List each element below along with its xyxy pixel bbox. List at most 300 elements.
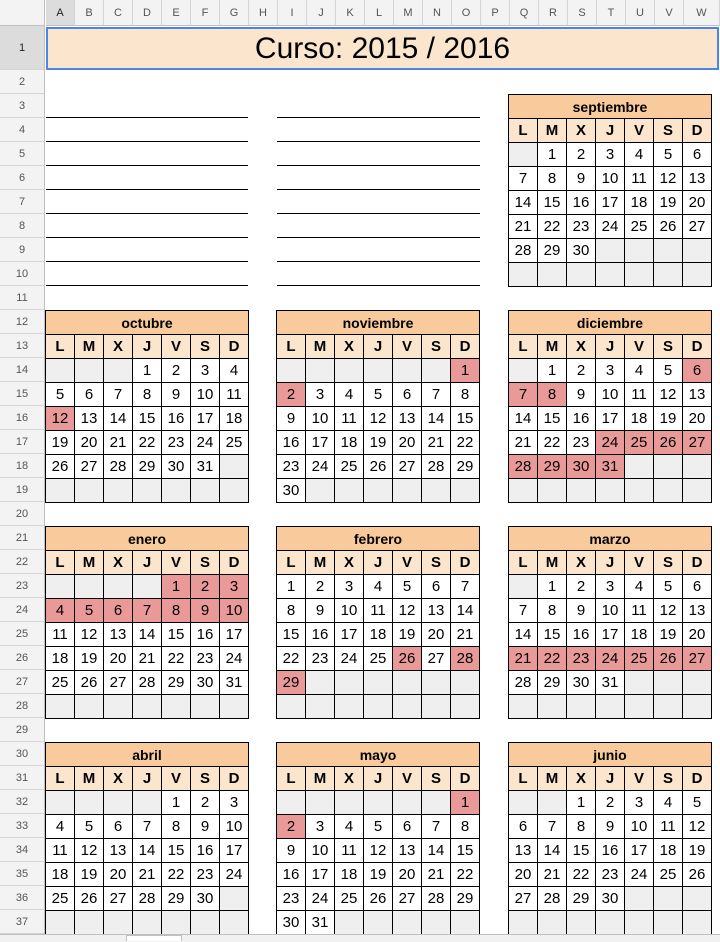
weekday-header[interactable]: M: [74, 550, 104, 575]
empty-cell[interactable]: [392, 670, 422, 695]
day-cell[interactable]: 31: [595, 670, 625, 695]
day-cell[interactable]: 25: [334, 454, 364, 479]
day-cell[interactable]: 18: [624, 190, 654, 215]
month-header-febrero[interactable]: febrero: [276, 526, 480, 551]
empty-cell[interactable]: [334, 670, 364, 695]
day-cell[interactable]: 17: [334, 622, 364, 647]
day-cell[interactable]: 17: [595, 406, 625, 431]
row-header-3[interactable]: 3: [0, 94, 45, 118]
weekday-header[interactable]: J: [595, 334, 625, 359]
empty-cell[interactable]: [566, 262, 596, 287]
empty-cell[interactable]: [363, 790, 393, 815]
empty-cell[interactable]: [363, 910, 393, 935]
day-cell[interactable]: 28: [508, 670, 538, 695]
day-cell[interactable]: 3: [595, 142, 625, 167]
empty-cell[interactable]: [537, 910, 567, 935]
empty-cell[interactable]: [624, 886, 654, 911]
weekday-header[interactable]: M: [537, 118, 567, 143]
weekday-header[interactable]: X: [566, 550, 596, 575]
empty-cell[interactable]: [421, 910, 451, 935]
column-header-d[interactable]: D: [133, 0, 162, 26]
day-cell[interactable]: 17: [190, 406, 220, 431]
column-header-r[interactable]: R: [539, 0, 568, 26]
row-header-6[interactable]: 6: [0, 166, 45, 190]
day-cell[interactable]: 6: [74, 382, 104, 407]
day-cell[interactable]: 22: [161, 862, 191, 887]
row-header-27[interactable]: 27: [0, 670, 45, 694]
day-cell[interactable]: 7: [132, 814, 162, 839]
empty-cell[interactable]: [363, 670, 393, 695]
day-cell[interactable]: 3: [624, 790, 654, 815]
day-cell[interactable]: 20: [103, 646, 133, 671]
month-header-abril[interactable]: abril: [45, 742, 249, 767]
weekday-header[interactable]: M: [305, 334, 335, 359]
row-header-20[interactable]: 20: [0, 502, 45, 526]
day-cell[interactable]: 27: [392, 454, 422, 479]
day-cell[interactable]: 6: [421, 574, 451, 599]
day-cell[interactable]: 2: [161, 358, 191, 383]
day-cell[interactable]: 28: [508, 238, 538, 263]
day-cell[interactable]: 6: [392, 382, 422, 407]
row-header-34[interactable]: 34: [0, 838, 45, 862]
day-cell[interactable]: 26: [653, 646, 683, 671]
day-cell[interactable]: 26: [682, 862, 712, 887]
day-cell[interactable]: 3: [219, 790, 249, 815]
weekday-header[interactable]: M: [74, 766, 104, 791]
day-cell[interactable]: 25: [363, 646, 393, 671]
weekday-header[interactable]: J: [595, 550, 625, 575]
day-cell[interactable]: 5: [74, 598, 104, 623]
weekday-header[interactable]: V: [624, 550, 654, 575]
day-cell[interactable]: 8: [537, 598, 567, 623]
empty-cell[interactable]: [132, 478, 162, 503]
empty-cell[interactable]: [103, 478, 133, 503]
empty-cell[interactable]: [305, 478, 335, 503]
column-header-b[interactable]: B: [75, 0, 104, 26]
day-cell[interactable]: 9: [566, 598, 596, 623]
day-cell[interactable]: 11: [624, 382, 654, 407]
day-cell[interactable]: 9: [161, 382, 191, 407]
empty-cell[interactable]: [624, 910, 654, 935]
day-cell[interactable]: 25: [219, 430, 249, 455]
day-cell[interactable]: 27: [103, 886, 133, 911]
day-cell[interactable]: 16: [566, 190, 596, 215]
day-cell[interactable]: 25: [624, 214, 654, 239]
empty-cell[interactable]: [276, 358, 306, 383]
empty-cell[interactable]: [161, 694, 191, 719]
empty-cell[interactable]: [103, 694, 133, 719]
day-cell[interactable]: 4: [624, 574, 654, 599]
day-cell[interactable]: 15: [537, 190, 567, 215]
day-cell[interactable]: 31: [305, 910, 335, 935]
empty-cell[interactable]: [74, 574, 104, 599]
day-cell[interactable]: 28: [421, 886, 451, 911]
weekday-header[interactable]: S: [421, 334, 451, 359]
day-cell[interactable]: 26: [45, 454, 75, 479]
day-cell[interactable]: 1: [537, 142, 567, 167]
day-cell[interactable]: 24: [595, 214, 625, 239]
day-cell[interactable]: 28: [132, 886, 162, 911]
column-header-l[interactable]: L: [365, 0, 394, 26]
day-cell[interactable]: 22: [450, 430, 480, 455]
day-cell[interactable]: 28: [508, 454, 538, 479]
weekday-header[interactable]: S: [190, 334, 220, 359]
day-cell[interactable]: 27: [74, 454, 104, 479]
day-cell[interactable]: 21: [421, 862, 451, 887]
empty-cell[interactable]: [132, 694, 162, 719]
day-cell[interactable]: 4: [334, 382, 364, 407]
day-cell[interactable]: 8: [537, 382, 567, 407]
weekday-header[interactable]: M: [537, 334, 567, 359]
day-cell[interactable]: 28: [421, 454, 451, 479]
day-cell[interactable]: 2: [276, 382, 306, 407]
empty-cell[interactable]: [276, 790, 306, 815]
page-title[interactable]: Curso: 2015 / 2016: [46, 27, 719, 70]
day-cell[interactable]: 17: [624, 838, 654, 863]
empty-cell[interactable]: [219, 454, 249, 479]
day-cell[interactable]: 2: [595, 790, 625, 815]
day-cell[interactable]: 8: [132, 382, 162, 407]
day-cell[interactable]: 25: [334, 886, 364, 911]
empty-cell[interactable]: [624, 238, 654, 263]
day-cell[interactable]: 11: [45, 622, 75, 647]
day-cell[interactable]: 19: [74, 862, 104, 887]
day-cell[interactable]: 23: [566, 214, 596, 239]
empty-cell[interactable]: [219, 910, 249, 935]
empty-cell[interactable]: [624, 670, 654, 695]
empty-cell[interactable]: [45, 574, 75, 599]
day-cell[interactable]: 14: [450, 598, 480, 623]
day-cell[interactable]: 27: [508, 886, 538, 911]
day-cell[interactable]: 11: [363, 598, 393, 623]
empty-cell[interactable]: [421, 670, 451, 695]
day-cell[interactable]: 13: [682, 382, 712, 407]
day-cell[interactable]: 4: [653, 790, 683, 815]
day-cell[interactable]: 6: [682, 358, 712, 383]
day-cell[interactable]: 2: [566, 142, 596, 167]
weekday-header[interactable]: X: [566, 766, 596, 791]
empty-cell[interactable]: [537, 694, 567, 719]
weekday-header[interactable]: V: [392, 334, 422, 359]
empty-cell[interactable]: [682, 454, 712, 479]
weekday-header[interactable]: J: [363, 766, 393, 791]
day-cell[interactable]: 8: [566, 814, 596, 839]
day-cell[interactable]: 16: [190, 622, 220, 647]
weekday-header[interactable]: S: [421, 766, 451, 791]
row-header-2[interactable]: 2: [0, 70, 45, 94]
empty-cell[interactable]: [74, 910, 104, 935]
day-cell[interactable]: 28: [450, 646, 480, 671]
day-cell[interactable]: 25: [653, 862, 683, 887]
day-cell[interactable]: 12: [653, 382, 683, 407]
day-cell[interactable]: 7: [508, 166, 538, 191]
day-cell[interactable]: 12: [363, 838, 393, 863]
day-cell[interactable]: 19: [653, 622, 683, 647]
day-cell[interactable]: 29: [450, 886, 480, 911]
weekday-header[interactable]: D: [219, 334, 249, 359]
day-cell[interactable]: 19: [45, 430, 75, 455]
empty-cell[interactable]: [103, 358, 133, 383]
row-header-18[interactable]: 18: [0, 454, 45, 478]
day-cell[interactable]: 22: [161, 646, 191, 671]
day-cell[interactable]: 30: [190, 886, 220, 911]
empty-cell[interactable]: [161, 910, 191, 935]
day-cell[interactable]: 21: [508, 214, 538, 239]
empty-cell[interactable]: [276, 694, 306, 719]
column-header-s[interactable]: S: [568, 0, 597, 26]
day-cell[interactable]: 30: [595, 886, 625, 911]
day-cell[interactable]: 11: [45, 838, 75, 863]
day-cell[interactable]: 15: [132, 406, 162, 431]
weekday-header[interactable]: L: [45, 334, 75, 359]
row-header-32[interactable]: 32: [0, 790, 45, 814]
empty-cell[interactable]: [450, 670, 480, 695]
day-cell[interactable]: 26: [74, 886, 104, 911]
day-cell[interactable]: 17: [219, 622, 249, 647]
day-cell[interactable]: 7: [537, 814, 567, 839]
day-cell[interactable]: 8: [276, 598, 306, 623]
day-cell[interactable]: 13: [103, 838, 133, 863]
row-header-19[interactable]: 19: [0, 478, 45, 502]
day-cell[interactable]: 7: [132, 598, 162, 623]
day-cell[interactable]: 9: [190, 814, 220, 839]
day-cell[interactable]: 15: [276, 622, 306, 647]
day-cell[interactable]: 13: [682, 598, 712, 623]
day-cell[interactable]: 5: [653, 574, 683, 599]
month-header-marzo[interactable]: marzo: [508, 526, 712, 551]
day-cell[interactable]: 15: [161, 622, 191, 647]
column-header-e[interactable]: E: [162, 0, 191, 26]
empty-cell[interactable]: [45, 694, 75, 719]
day-cell[interactable]: 31: [219, 670, 249, 695]
day-cell[interactable]: 10: [595, 166, 625, 191]
day-cell[interactable]: 24: [190, 430, 220, 455]
empty-cell[interactable]: [653, 454, 683, 479]
day-cell[interactable]: 12: [363, 406, 393, 431]
day-cell[interactable]: 18: [219, 406, 249, 431]
day-cell[interactable]: 11: [219, 382, 249, 407]
empty-cell[interactable]: [190, 910, 220, 935]
weekday-header[interactable]: V: [161, 550, 191, 575]
month-header-octubre[interactable]: octubre: [45, 310, 249, 335]
day-cell[interactable]: 11: [334, 838, 364, 863]
day-cell[interactable]: 11: [624, 166, 654, 191]
day-cell[interactable]: 5: [363, 382, 393, 407]
day-cell[interactable]: 5: [682, 790, 712, 815]
day-cell[interactable]: 27: [682, 646, 712, 671]
day-cell[interactable]: 5: [45, 382, 75, 407]
row-header-8[interactable]: 8: [0, 214, 45, 238]
column-header-w[interactable]: W: [684, 0, 720, 26]
day-cell[interactable]: 12: [392, 598, 422, 623]
day-cell[interactable]: 28: [132, 670, 162, 695]
column-header-n[interactable]: N: [423, 0, 452, 26]
day-cell[interactable]: 1: [450, 358, 480, 383]
row-header-7[interactable]: 7: [0, 190, 45, 214]
empty-cell[interactable]: [421, 478, 451, 503]
day-cell[interactable]: 30: [566, 670, 596, 695]
day-cell[interactable]: 2: [566, 574, 596, 599]
empty-cell[interactable]: [653, 886, 683, 911]
row-header-23[interactable]: 23: [0, 574, 45, 598]
weekday-header[interactable]: D: [450, 550, 480, 575]
empty-cell[interactable]: [334, 478, 364, 503]
day-cell[interactable]: 22: [132, 430, 162, 455]
day-cell[interactable]: 19: [363, 862, 393, 887]
empty-cell[interactable]: [450, 478, 480, 503]
day-cell[interactable]: 22: [537, 430, 567, 455]
day-cell[interactable]: 29: [537, 454, 567, 479]
day-cell[interactable]: 13: [392, 406, 422, 431]
empty-cell[interactable]: [682, 262, 712, 287]
empty-cell[interactable]: [537, 262, 567, 287]
empty-cell[interactable]: [508, 694, 538, 719]
day-cell[interactable]: 24: [624, 862, 654, 887]
weekday-header[interactable]: L: [276, 766, 306, 791]
row-header-5[interactable]: 5: [0, 142, 45, 166]
weekday-header[interactable]: D: [450, 766, 480, 791]
empty-cell[interactable]: [334, 790, 364, 815]
day-cell[interactable]: 18: [334, 430, 364, 455]
weekday-header[interactable]: D: [682, 334, 712, 359]
day-cell[interactable]: 20: [74, 430, 104, 455]
day-cell[interactable]: 26: [392, 646, 422, 671]
empty-cell[interactable]: [508, 142, 538, 167]
day-cell[interactable]: 19: [653, 406, 683, 431]
day-cell[interactable]: 20: [103, 862, 133, 887]
day-cell[interactable]: 13: [508, 838, 538, 863]
empty-cell[interactable]: [392, 478, 422, 503]
empty-cell[interactable]: [334, 694, 364, 719]
weekday-header[interactable]: V: [161, 334, 191, 359]
day-cell[interactable]: 7: [508, 382, 538, 407]
month-header-junio[interactable]: junio: [508, 742, 712, 767]
weekday-header[interactable]: L: [508, 118, 538, 143]
column-header-g[interactable]: G: [220, 0, 249, 26]
weekday-header[interactable]: V: [624, 334, 654, 359]
day-cell[interactable]: 19: [74, 646, 104, 671]
weekday-header[interactable]: S: [421, 550, 451, 575]
weekday-header[interactable]: X: [334, 550, 364, 575]
column-header-t[interactable]: T: [597, 0, 626, 26]
month-header-noviembre[interactable]: noviembre: [276, 310, 480, 335]
day-cell[interactable]: 23: [305, 646, 335, 671]
weekday-header[interactable]: V: [624, 766, 654, 791]
empty-cell[interactable]: [682, 238, 712, 263]
empty-cell[interactable]: [74, 358, 104, 383]
row-header-17[interactable]: 17: [0, 430, 45, 454]
day-cell[interactable]: 2: [190, 790, 220, 815]
row-header-29[interactable]: 29: [0, 718, 45, 742]
day-cell[interactable]: 19: [653, 190, 683, 215]
row-header-12[interactable]: 12: [0, 310, 45, 334]
day-cell[interactable]: 26: [363, 886, 393, 911]
column-header-j[interactable]: J: [307, 0, 336, 26]
day-cell[interactable]: 23: [276, 454, 306, 479]
day-cell[interactable]: 23: [566, 646, 596, 671]
row-header-15[interactable]: 15: [0, 382, 45, 406]
weekday-header[interactable]: L: [276, 550, 306, 575]
day-cell[interactable]: 29: [566, 886, 596, 911]
day-cell[interactable]: 15: [450, 838, 480, 863]
day-cell[interactable]: 10: [219, 814, 249, 839]
weekday-header[interactable]: X: [103, 550, 133, 575]
weekday-header[interactable]: L: [508, 766, 538, 791]
day-cell[interactable]: 29: [537, 238, 567, 263]
day-cell[interactable]: 11: [653, 814, 683, 839]
day-cell[interactable]: 14: [421, 838, 451, 863]
day-cell[interactable]: 16: [161, 406, 191, 431]
day-cell[interactable]: 4: [363, 574, 393, 599]
empty-cell[interactable]: [508, 358, 538, 383]
weekday-header[interactable]: V: [392, 550, 422, 575]
column-header-i[interactable]: I: [278, 0, 307, 26]
weekday-header[interactable]: S: [653, 118, 683, 143]
weekday-header[interactable]: X: [334, 766, 364, 791]
day-cell[interactable]: 24: [305, 886, 335, 911]
day-cell[interactable]: 12: [45, 406, 75, 431]
select-all-corner[interactable]: [0, 0, 45, 26]
weekday-header[interactable]: J: [132, 766, 162, 791]
empty-cell[interactable]: [624, 454, 654, 479]
empty-cell[interactable]: [45, 478, 75, 503]
empty-cell[interactable]: [508, 910, 538, 935]
weekday-header[interactable]: D: [682, 118, 712, 143]
day-cell[interactable]: 22: [450, 862, 480, 887]
day-cell[interactable]: 12: [682, 814, 712, 839]
day-cell[interactable]: 1: [161, 574, 191, 599]
empty-cell[interactable]: [624, 694, 654, 719]
empty-cell[interactable]: [653, 670, 683, 695]
empty-cell[interactable]: [508, 262, 538, 287]
empty-cell[interactable]: [566, 694, 596, 719]
day-cell[interactable]: 9: [566, 382, 596, 407]
day-cell[interactable]: 5: [363, 814, 393, 839]
day-cell[interactable]: 3: [595, 574, 625, 599]
weekday-header[interactable]: S: [190, 550, 220, 575]
empty-cell[interactable]: [682, 910, 712, 935]
day-cell[interactable]: 23: [190, 646, 220, 671]
weekday-header[interactable]: S: [653, 550, 683, 575]
day-cell[interactable]: 25: [624, 430, 654, 455]
day-cell[interactable]: 21: [132, 646, 162, 671]
day-cell[interactable]: 3: [305, 814, 335, 839]
weekday-header[interactable]: M: [74, 334, 104, 359]
day-cell[interactable]: 10: [219, 598, 249, 623]
row-header-26[interactable]: 26: [0, 646, 45, 670]
day-cell[interactable]: 27: [682, 214, 712, 239]
day-cell[interactable]: 30: [566, 238, 596, 263]
row-header-25[interactable]: 25: [0, 622, 45, 646]
day-cell[interactable]: 28: [103, 454, 133, 479]
weekday-header[interactable]: X: [566, 118, 596, 143]
day-cell[interactable]: 18: [624, 406, 654, 431]
day-cell[interactable]: 6: [103, 814, 133, 839]
weekday-header[interactable]: S: [190, 766, 220, 791]
day-cell[interactable]: 18: [653, 838, 683, 863]
day-cell[interactable]: 4: [624, 142, 654, 167]
day-cell[interactable]: 4: [624, 358, 654, 383]
day-cell[interactable]: 6: [392, 814, 422, 839]
day-cell[interactable]: 27: [392, 886, 422, 911]
day-cell[interactable]: 29: [161, 886, 191, 911]
day-cell[interactable]: 22: [566, 862, 596, 887]
day-cell[interactable]: 29: [276, 670, 306, 695]
weekday-header[interactable]: L: [508, 334, 538, 359]
day-cell[interactable]: 15: [161, 838, 191, 863]
empty-cell[interactable]: [653, 262, 683, 287]
day-cell[interactable]: 27: [103, 670, 133, 695]
